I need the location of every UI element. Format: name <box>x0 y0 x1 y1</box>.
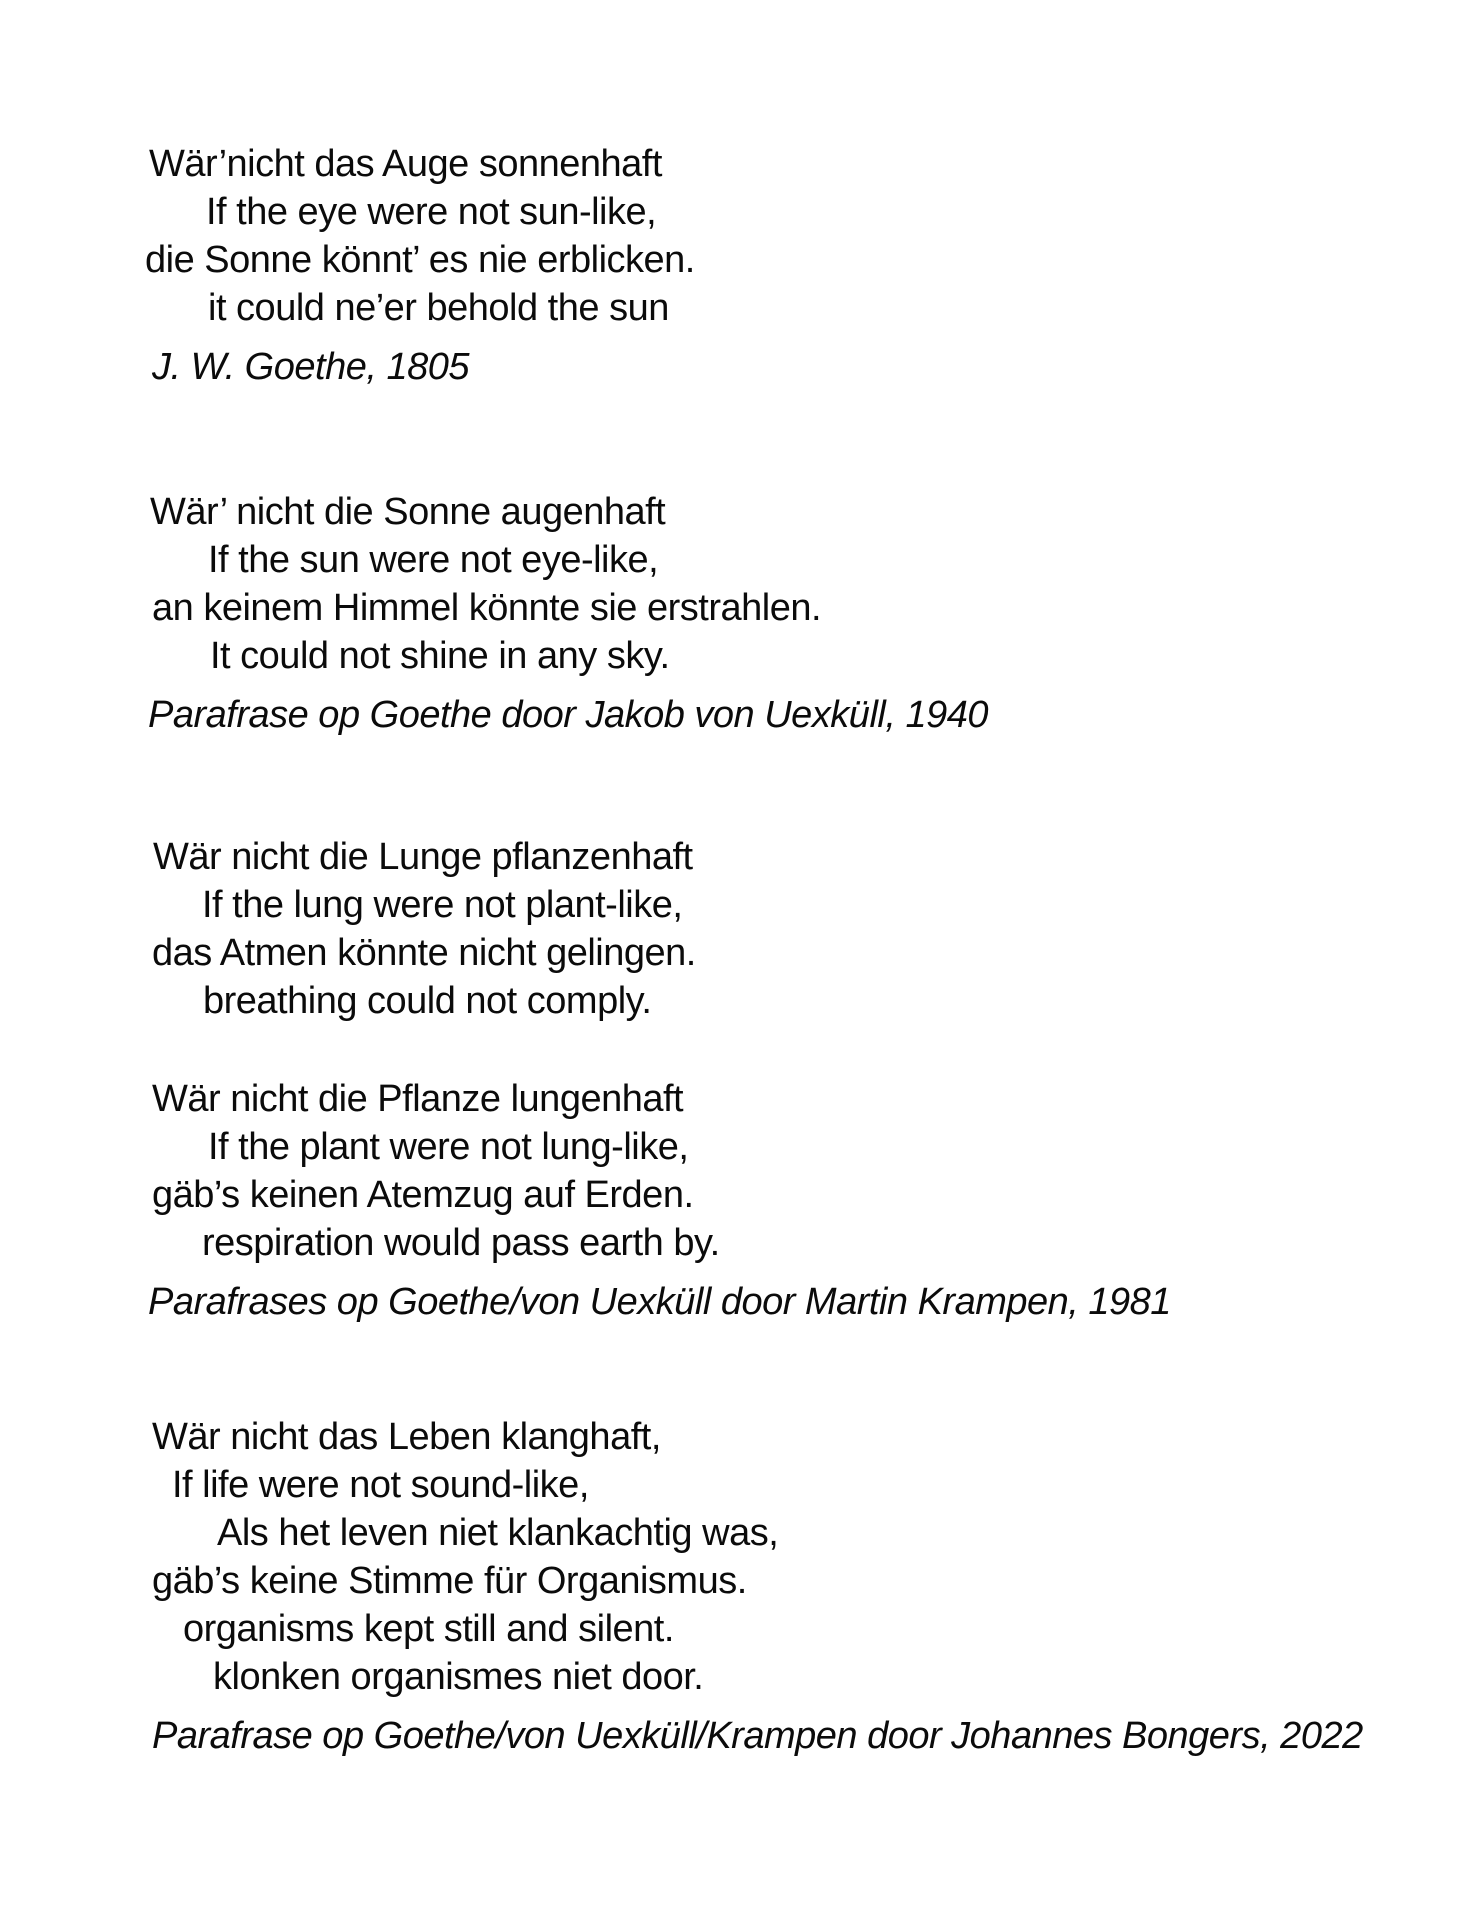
poem-line: Wär’ nicht die Sonne augenhaft <box>150 491 666 533</box>
poem-line: Wär’nicht das Auge sonnenhaft <box>149 143 662 185</box>
stanza-von-uexkuell <box>0 488 1466 739</box>
poem-line: an keinem Himmel könnte sie erstrahlen. <box>152 587 822 629</box>
poem-line: organisms kept still and silent. <box>183 1608 674 1650</box>
stanza-krampen-lunge <box>0 833 1466 1025</box>
poem-line: Wär nicht die Lunge pflanzenhaft <box>153 836 693 878</box>
poem-line: If the lung were not plant-like, <box>202 884 683 926</box>
poem-line: klonken organismes niet door. <box>213 1656 704 1698</box>
poem-line: Als het leven niet klankachtig was, <box>217 1512 779 1554</box>
poem-line: Wär nicht das Leben klanghaft, <box>152 1416 661 1458</box>
poem-line: It could not shine in any sky. <box>210 635 670 677</box>
poem-line: it could ne’er behold the sun <box>208 287 669 329</box>
poem-line: respiration would pass earth by. <box>202 1222 720 1264</box>
stanza-krampen-pflanze <box>0 1075 1466 1326</box>
poem-line: das Atmen könnte nicht gelingen. <box>152 932 696 974</box>
poem-line: If the plant were not lung-like, <box>208 1126 689 1168</box>
attribution-line: Parafrases op Goethe/von Uexküll door Martin Krampen, 1981 <box>148 1281 1171 1323</box>
attribution-line: J. W. Goethe, 1805 <box>152 346 469 388</box>
attribution-line: Parafrase op Goethe door Jakob von Uexküll, 1940 <box>148 694 988 736</box>
poem-line: If life were not sound-like, <box>172 1464 589 1506</box>
poem-line: Wär nicht die Pflanze lungenhaft <box>152 1078 684 1120</box>
poem-line: gäb’s keine Stimme für Organismus. <box>152 1560 747 1602</box>
poem-line: If the eye were not sun-like, <box>206 191 657 233</box>
poem-line: gäb’s keinen Atemzug auf Erden. <box>152 1174 694 1216</box>
poem-line: breathing could not comply. <box>203 980 652 1022</box>
stanza-bongers <box>0 1413 1466 1760</box>
poem-line: die Sonne könnt’ es nie erblicken. <box>145 239 695 281</box>
stanza-goethe <box>0 140 1466 391</box>
attribution-line: Parafrase op Goethe/von Uexküll/Krampen door Johannes Bongers, 2022 <box>152 1715 1363 1757</box>
poem-line: If the sun were not eye-like, <box>208 539 659 581</box>
